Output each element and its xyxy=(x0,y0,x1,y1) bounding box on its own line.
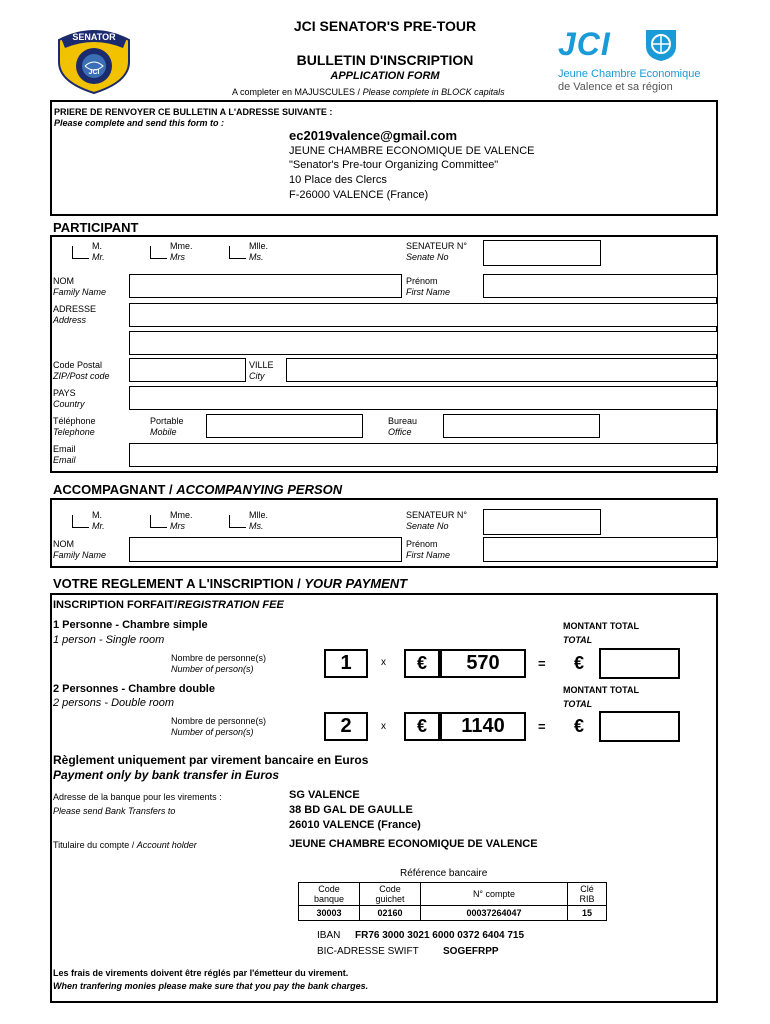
bank-reference-title: Référence bancaire xyxy=(400,868,488,879)
checkbox-mr[interactable] xyxy=(72,246,89,259)
senator-label: SENATEUR N° xyxy=(406,241,467,251)
senator-logo-inner: JCI xyxy=(88,69,100,76)
bank-fees-note-en: When tranfering monies please make sure that you pay the bank charges. xyxy=(53,981,369,991)
transfer-note-en: Payment only by bank transfer in Euros xyxy=(53,768,280,782)
form-subtitle-en: APPLICATION FORM xyxy=(330,70,440,82)
title-ms: Mlle. xyxy=(249,241,269,251)
iban-value: FR76 3000 3021 6000 0372 6404 715 xyxy=(355,930,525,941)
bank-address-label-en: Please send Bank Transfers to xyxy=(53,806,176,816)
total-field-double[interactable] xyxy=(599,711,680,742)
bank-reference-table xyxy=(298,882,607,921)
city-field[interactable] xyxy=(286,358,718,382)
bank-line: 38 BD GAL DE GAULLE xyxy=(289,804,413,816)
contact-email[interactable]: ec2019valence@gmail.com xyxy=(289,128,458,143)
table-cell: 00037264047 xyxy=(421,906,568,921)
option-single-title: 1 Personne - Chambre simple xyxy=(53,619,208,631)
postcode-field[interactable] xyxy=(129,358,246,382)
price-double: 1140 xyxy=(440,712,526,741)
table-header: Clé RIB xyxy=(568,883,607,906)
address-line: F-26000 VALENCE (France) xyxy=(289,189,429,201)
companion-title-ms: Mlle. xyxy=(249,510,269,520)
total-currency-single: € xyxy=(574,653,585,673)
address-line: 10 Place des Clercs xyxy=(289,174,387,186)
companion-first-name-field[interactable] xyxy=(483,537,718,562)
option-double-title-en: 2 persons - Double room xyxy=(53,697,175,709)
table-cell: 02160 xyxy=(360,906,421,921)
jci-logo xyxy=(556,26,716,96)
persons-value-double: 2 xyxy=(324,712,368,741)
equals-symbol: = xyxy=(538,656,546,671)
table-header: N° compte xyxy=(421,883,568,906)
table-cell: 15 xyxy=(568,906,607,921)
table-cell: 30003 xyxy=(299,906,360,921)
country-label-en: Country xyxy=(53,399,85,409)
account-holder: JEUNE CHAMBRE ECONOMIQUE DE VALENCE xyxy=(289,838,538,850)
times-symbol: x xyxy=(381,721,386,732)
senator-number-field[interactable] xyxy=(483,240,601,266)
office-label: Bureau xyxy=(388,416,418,426)
form-subtitle: BULLETIN D'INSCRIPTION xyxy=(296,52,474,68)
title-mrs-en: Mrs xyxy=(170,252,185,262)
senator-logo-label: SENATOR xyxy=(72,32,116,42)
prenom-label-en: First Name xyxy=(406,287,451,297)
currency-single: € xyxy=(404,649,440,678)
iban-row xyxy=(317,930,524,941)
address-line: "Senator's Pre-tour Organizing Committee" xyxy=(289,159,499,171)
bic-row xyxy=(317,946,499,957)
nom-label-en: Family Name xyxy=(53,287,107,297)
persons-label: Nombre de personne(s) xyxy=(171,716,267,726)
table-header: Code guichet xyxy=(360,883,421,906)
persons-label: Nombre de personne(s) xyxy=(171,653,267,663)
total-label: MONTANT TOTAL xyxy=(563,685,639,695)
address-line: JEUNE CHAMBRE ECONOMIQUE DE VALENCE xyxy=(289,145,535,157)
fee-heading: INSCRIPTION FORFAIT/REGISTRATION FEE xyxy=(53,599,284,611)
total-field-single[interactable] xyxy=(599,648,680,679)
total-currency-double: € xyxy=(574,716,585,736)
table-row xyxy=(299,906,607,921)
companion-senator-field[interactable] xyxy=(483,509,601,535)
equals-symbol: = xyxy=(538,719,546,734)
email-label: Email xyxy=(53,444,76,454)
checkbox-companion-ms[interactable] xyxy=(229,515,246,528)
account-holder-label: Titulaire du compte / Account holder xyxy=(53,840,197,850)
companion-senator-label: SENATEUR N° xyxy=(406,510,467,520)
city-label-en: City xyxy=(249,371,265,381)
persons-value-single: 1 xyxy=(324,649,368,678)
address-label-en: Please complete and send this form to : xyxy=(54,118,225,128)
form-instruction: A completer en MAJUSCULES / Please complete in BLOCK capitals xyxy=(232,87,505,97)
currency-double: € xyxy=(404,712,440,741)
companion-family-name-field[interactable] xyxy=(129,537,402,562)
checkbox-mrs[interactable] xyxy=(150,246,167,259)
form-title: JCI SENATOR'S PRE-TOUR xyxy=(293,18,477,34)
jci-logo-line1: Jeune Chambre Economique xyxy=(558,68,701,80)
iban-label: IBAN xyxy=(317,930,341,941)
nom-label: NOM xyxy=(53,276,74,286)
companion-title-mr: M. xyxy=(92,510,102,520)
bank-line: 26010 VALENCE (France) xyxy=(289,819,421,831)
title-mrs: Mme. xyxy=(170,241,193,251)
phone-label-en: Telephone xyxy=(53,427,95,437)
office-label-en: Office xyxy=(388,427,412,437)
bank-address-label: Adresse de la banque pour les virements : xyxy=(53,792,222,802)
adresse-label-en: Address xyxy=(53,315,87,325)
prenom-label: Prénom xyxy=(406,276,438,286)
bank-fees-note: Les frais de virements doivent être réglés par l'émetteur du virement. xyxy=(53,968,349,978)
mobile-label-en: Mobile xyxy=(150,427,177,437)
address-field-2[interactable] xyxy=(129,331,718,355)
email-field[interactable] xyxy=(129,443,718,467)
senator-label-en: Senate No xyxy=(406,252,449,262)
adresse-label: ADRESSE xyxy=(53,304,97,314)
title-mr-en: Mr. xyxy=(92,252,105,262)
city-label: VILLE xyxy=(249,360,274,370)
total-label: MONTANT TOTAL xyxy=(563,621,639,631)
jci-globe-icon xyxy=(644,28,678,62)
checkbox-companion-mr[interactable] xyxy=(72,515,89,528)
checkbox-companion-mrs[interactable] xyxy=(150,515,167,528)
table-header: Code banque xyxy=(299,883,360,906)
title-ms-en: Ms. xyxy=(249,252,264,262)
jci-logo-text: JCI xyxy=(558,26,611,62)
email-label-en: Email xyxy=(53,455,76,465)
office-field[interactable] xyxy=(443,414,600,438)
country-field[interactable] xyxy=(129,386,718,410)
postcode-label: Code Postal xyxy=(53,360,103,370)
family-name-field[interactable] xyxy=(129,274,402,298)
address-field-1[interactable] xyxy=(129,303,718,327)
companion-nom-label: NOM xyxy=(53,539,74,549)
checkbox-ms[interactable] xyxy=(229,246,246,259)
transfer-note: Règlement uniquement par virement bancaire en Euros xyxy=(53,753,369,767)
price-single: 570 xyxy=(440,649,526,678)
mobile-label: Portable xyxy=(150,416,184,426)
postcode-label-en: ZIP/Post code xyxy=(53,371,110,381)
total-label-en: TOTAL xyxy=(563,635,593,645)
mobile-field[interactable] xyxy=(206,414,363,438)
address-label-fr: PRIERE DE RENVOYER CE BULLETIN A L'ADRESSE SUIVANTE : xyxy=(54,107,333,117)
companion-heading: ACCOMPAGNANT / ACCOMPANYING PERSON xyxy=(53,482,343,497)
jci-logo-line2: de Valence et sa région xyxy=(558,81,673,93)
first-name-field[interactable] xyxy=(483,274,718,298)
table-row xyxy=(299,883,607,906)
payment-heading: VOTRE REGLEMENT A L'INSCRIPTION / YOUR PAYMENT xyxy=(53,576,408,591)
phone-label: Téléphone xyxy=(53,416,96,426)
companion-prenom-label: Prénom xyxy=(406,539,438,549)
bank-line: SG VALENCE xyxy=(289,789,360,801)
bic-label: BIC-ADRESSE SWIFT xyxy=(317,946,419,957)
country-label: PAYS xyxy=(53,388,76,398)
times-symbol: x xyxy=(381,657,386,668)
option-double-title: 2 Personnes - Chambre double xyxy=(53,683,215,695)
participant-heading: PARTICIPANT xyxy=(53,220,139,235)
bic-value: SOGEFRPP xyxy=(443,946,499,957)
title-mr: M. xyxy=(92,241,102,251)
option-single-title-en: 1 person - Single room xyxy=(53,634,165,646)
total-label-en: TOTAL xyxy=(563,699,593,709)
companion-title-mrs: Mme. xyxy=(170,510,193,520)
